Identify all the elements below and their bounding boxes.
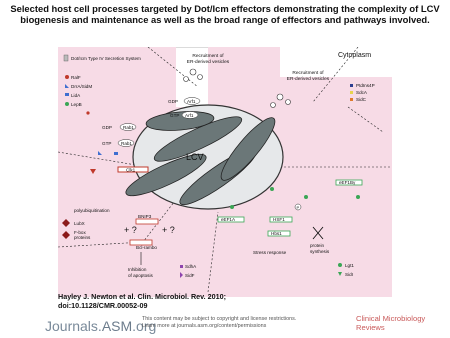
svg-text:GDP: GDP <box>102 125 112 130</box>
svg-text:Clk1: Clk1 <box>126 167 136 173</box>
legend-lida: LidA <box>71 93 81 98</box>
svg-text:SidF: SidF <box>185 273 195 278</box>
legend-sdca: SdcA <box>356 90 367 95</box>
svg-text:synthesis: synthesis <box>310 249 330 254</box>
svg-text:Rab1: Rab1 <box>121 141 132 146</box>
svg-text:Rab1: Rab1 <box>123 125 134 130</box>
svg-text:eEF1Bγ: eEF1Bγ <box>339 180 356 185</box>
asm-journals-logo[interactable] <box>45 318 156 334</box>
svg-text:HSF1: HSF1 <box>273 217 285 222</box>
title-line-2: biogenesis and maintenance as well as the broad range of effectors and pathways involved. <box>20 14 430 25</box>
svg-text:GTP: GTP <box>170 113 180 118</box>
svg-text:+ ?: + ? <box>162 225 175 235</box>
svg-text:ER-derived vesicles: ER-derived vesicles <box>286 77 330 82</box>
legend-drra: DrrA/SidM <box>71 84 93 89</box>
legend-lepb: LepB <box>71 102 82 107</box>
svg-text:Lgt1: Lgt1 <box>345 263 354 268</box>
legend-dot-icm: Dot/Icm Type IV Secretion System <box>71 56 141 61</box>
logo-part-journals: Journals. <box>45 318 102 334</box>
lcv-diagram <box>58 47 392 297</box>
svg-text:GTP: GTP <box>102 141 112 146</box>
svg-text:SdhA: SdhA <box>185 264 197 269</box>
svg-text:GDP: GDP <box>168 99 178 104</box>
svg-text:of apoptosis: of apoptosis <box>128 273 153 278</box>
svg-text:Recruitment of: Recruitment of <box>292 71 324 76</box>
svg-text:proteins: proteins <box>74 235 91 240</box>
citation-line-2: doi:10.1128/CMR.00052-09 <box>58 301 148 310</box>
lcv-label: LCV <box>186 152 204 162</box>
svg-text:eEF1A: eEF1A <box>221 217 236 222</box>
svg-text:+ ?: + ? <box>124 225 137 235</box>
svg-text:Recruitment of: Recruitment of <box>192 54 224 59</box>
logo-part-org: .org <box>132 318 157 334</box>
svg-text:P: P <box>296 205 300 210</box>
permissions-link[interactable]: Learn more at journals.asm.org/content/permissions <box>142 323 267 329</box>
journal-line-1: Clinical Microbiology <box>356 314 426 323</box>
notice-line-1: This content may be subject to copyright and license restrictions. <box>142 316 297 322</box>
svg-text:Arf1: Arf1 <box>185 113 194 118</box>
svg-text:polyubiquitination: polyubiquitination <box>74 208 110 213</box>
svg-text:Stress response: Stress response <box>253 250 287 255</box>
citation <box>58 292 226 310</box>
logo-part-asm: ASM <box>101 318 133 334</box>
svg-text:Inhibition: Inhibition <box>128 267 147 272</box>
svg-text:F-box: F-box <box>74 230 86 235</box>
title-line-1: Selected host cell processes targeted by Dot/Icm effectors demonstrating the complexity of LCV <box>10 3 440 14</box>
svg-text:BNIP3: BNIP3 <box>138 214 152 219</box>
citation-line-1: Hayley J. Newton et al. Clin. Microbiol. Rev. 2010; <box>58 292 227 301</box>
legend-sidc: SidC <box>356 97 366 102</box>
svg-text:LubX: LubX <box>74 221 85 226</box>
legend-ralf: RalF <box>71 75 81 80</box>
svg-text:ER-derived vesicles: ER-derived vesicles <box>186 60 230 65</box>
svg-text:Hbs1: Hbs1 <box>271 231 282 236</box>
slide-title <box>0 3 450 25</box>
cytoplasm-label: Cytoplasm <box>338 52 372 59</box>
svg-text:Arf1: Arf1 <box>187 99 196 104</box>
journal-line-2: Reviews <box>356 323 385 332</box>
svg-text:Bcl-rambo: Bcl-rambo <box>136 245 157 250</box>
svg-text:SidI: SidI <box>345 272 353 277</box>
legend-ptdins4p: PtdIns4P <box>356 83 375 88</box>
journal-name <box>356 314 425 332</box>
svg-text:protein: protein <box>310 243 325 248</box>
copyright-notice <box>142 316 296 330</box>
